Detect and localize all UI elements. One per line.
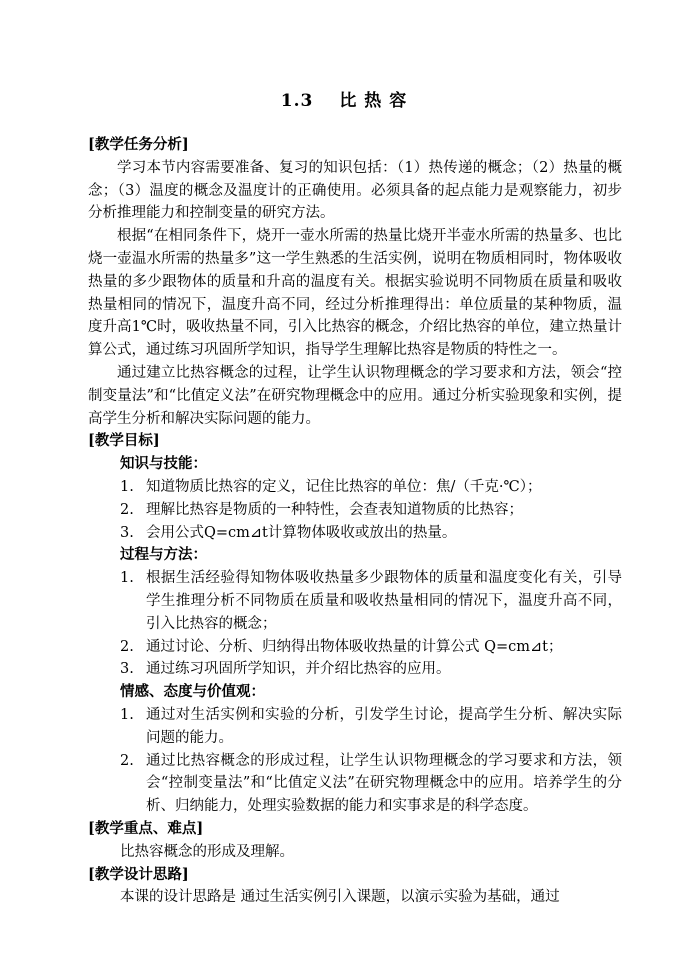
item-number: 1. xyxy=(120,570,134,587)
item-text: 通过对生活实例和实验的分析，引发学生讨论，提高学生分析、解决实际问题的能力。 xyxy=(146,706,622,746)
knowledge-item xyxy=(88,499,622,522)
item-number: 3. xyxy=(120,661,134,678)
attitude-subheading: 情感、态度与价值观： xyxy=(120,683,265,701)
analysis-paragraph-1: 学习本节内容需要准备、复习的知识包括：（1）热传递的概念；（2）热量的概念；（3）温度的概念及温度计的正确使用。必须具备的起点能力是观察能力，初步分析推理能力和控制变量的研究方法。 xyxy=(88,159,622,222)
knowledge-item xyxy=(88,522,622,545)
analysis-heading: [教学任务分析] xyxy=(88,136,189,153)
process-item xyxy=(88,636,622,659)
page-title xyxy=(0,86,688,111)
design-heading: [教学设计思路] xyxy=(88,865,189,883)
design-text: 本课的设计思路是 通过生活实例引入课题，以演示实验为基础，通过 xyxy=(120,889,560,906)
item-number: 2. xyxy=(120,638,134,655)
item-number: 1. xyxy=(120,706,134,723)
attitude-item xyxy=(88,750,622,818)
keypoints-heading: [教学重点、难点] xyxy=(88,819,204,837)
item-text: 会用公式Q=cm⊿t计算物体吸收或放出的热量。 xyxy=(146,524,457,541)
knowledge-item xyxy=(88,476,622,499)
item-text: 知道物质比热容的定义，记住比热容的单位：焦/（千克·℃）； xyxy=(146,478,542,495)
analysis-paragraph-3: 通过建立比热容概念的过程，让学生认识物理概念的学习要求和方法，领会“控制变量法”和“比值定义法”在研究物理概念中的应用。通过分析实验现象和实例，提高学生分析和解决实际问题的能力。 xyxy=(88,364,622,427)
item-text: 通过练习巩固所学知识，并介绍比热容的应用。 xyxy=(146,661,451,678)
item-number: 1. xyxy=(120,478,134,495)
item-number: 2. xyxy=(120,752,134,769)
item-text: 通过比热容概念的形成过程，让学生认识物理概念的学习要求和方法，领会“控制变量法”和“比值定义法”在研究物理概念中的应用。培养学生的分析、归纳能力，处理实验数据的能力和实事求是的科学态度。 xyxy=(146,752,622,815)
document-body xyxy=(88,134,622,909)
process-subheading: 过程与方法： xyxy=(120,546,207,564)
item-text: 根据生活经验得知物体吸收热量多少跟物体的质量和温度变化有关，引导学生推理分析不同物质在质量和吸收热量相同的情况下，温度升高不同，引入比热容的概念； xyxy=(146,570,622,632)
keypoints-text: 比热容概念的形成及理解。 xyxy=(120,843,294,860)
item-text: 理解比热容是物质的一种特性，会查表知道物质的比热容； xyxy=(146,501,523,518)
knowledge-subheading: 知识与技能： xyxy=(120,455,207,473)
item-number: 2. xyxy=(120,501,134,518)
item-number: 3. xyxy=(120,524,134,541)
process-item xyxy=(88,567,622,635)
section-title: 比 热 容 xyxy=(339,91,408,111)
item-text: 通过讨论、分析、归纳得出物体吸收热量的计算公式 Q=cm⊿t； xyxy=(146,638,563,655)
analysis-paragraph-2: 根据“在相同条件下，烧开一壶水所需的热量比烧开半壶水所需的热量多、也比烧一壶温水所需的热量多”这一学生熟悉的生活实例，说明在物质相同时，物体吸收热量的多少跟物体的质量和升高的温度有关。根据实验说明不同物质在质量和吸收热量相同的情况下，温度升高不同，经过分析推理得出：单位质量的某种物质，温度升高1℃时，吸收热量不同，引入比热容的概念，介绍比热容的单位，建立热量计算公式，通过练习巩固所学知识，指导学生理解比热容是物质的特性之一。 xyxy=(88,228,622,359)
attitude-item xyxy=(88,704,622,750)
section-number: 1.3 xyxy=(280,91,314,111)
process-item xyxy=(88,658,622,681)
goals-heading: [教学目标] xyxy=(88,432,160,450)
